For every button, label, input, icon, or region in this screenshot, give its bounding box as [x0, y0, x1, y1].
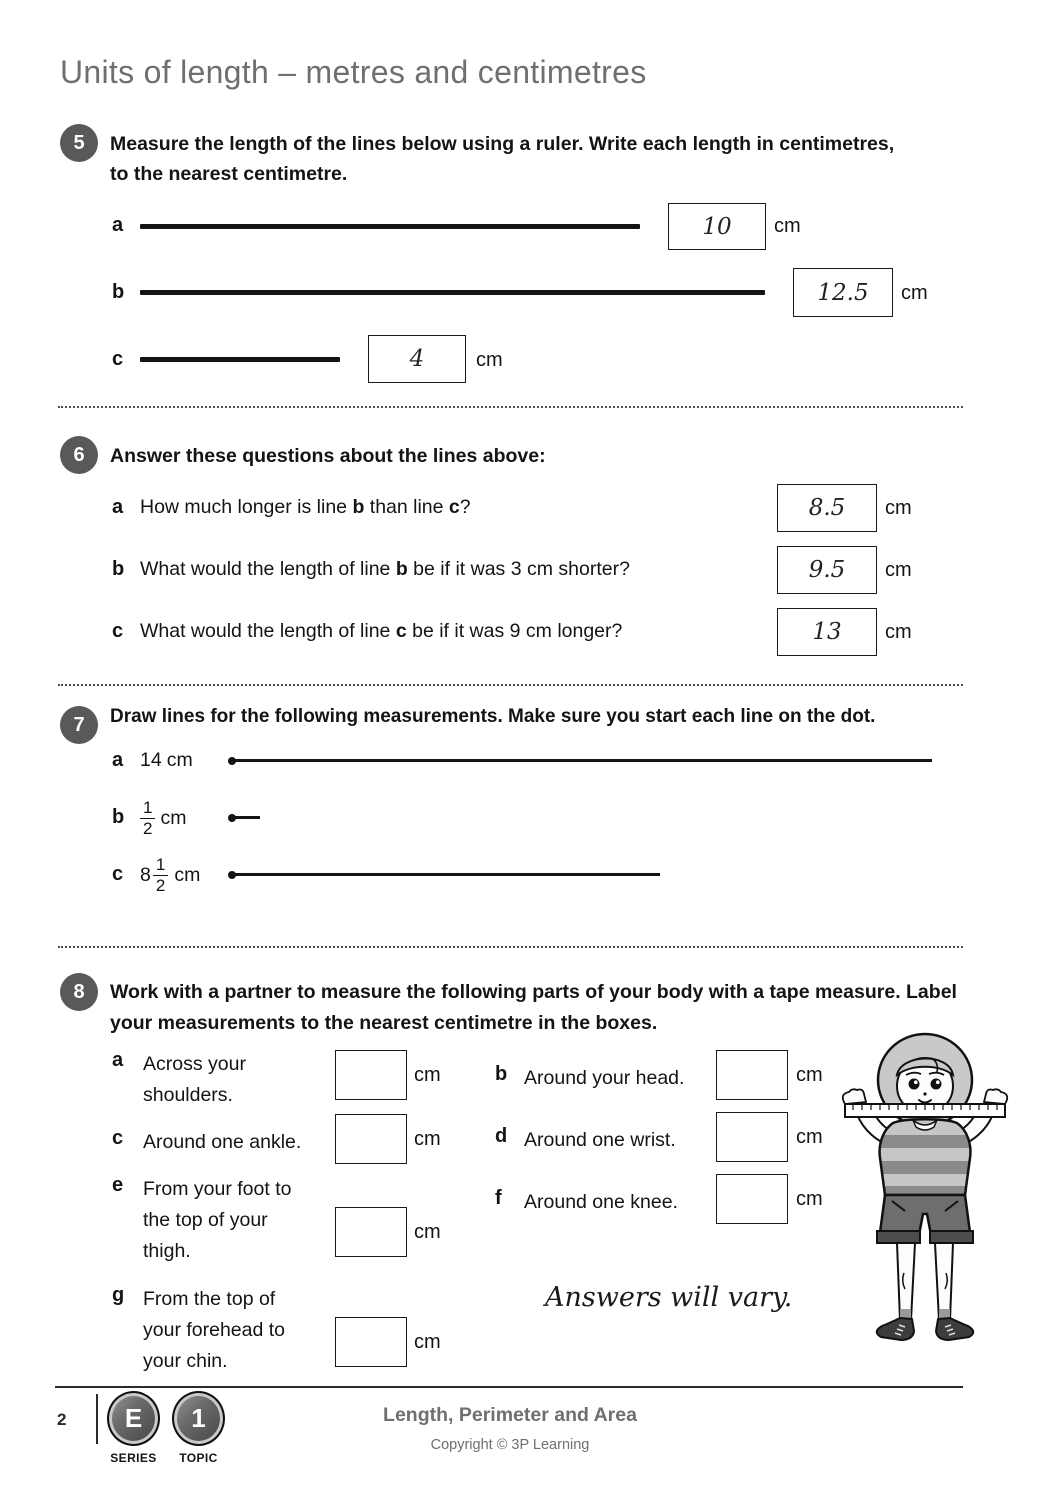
- q8-unit-f: cm: [796, 1188, 823, 1210]
- q7-start-dot-a: [228, 757, 236, 765]
- footer-title: Length, Perimeter and Area: [383, 1404, 637, 1426]
- q7-b-fraction-denominator: 2: [143, 818, 153, 838]
- question-5-badge: 5: [60, 124, 98, 162]
- q8-answer-box-d[interactable]: [716, 1112, 788, 1162]
- q6-answer-c: 13: [812, 619, 842, 645]
- q6-unit-b: cm: [885, 559, 912, 581]
- section-separator-1: [58, 406, 963, 408]
- q5-answer-a: 10: [702, 213, 732, 240]
- q5-answer-box-b[interactable]: [793, 268, 893, 317]
- q7-start-dot-c: [228, 871, 236, 879]
- q7-drawn-line-a[interactable]: [232, 759, 932, 762]
- q6-unit-a: cm: [885, 497, 912, 519]
- q8-unit-d: cm: [796, 1126, 823, 1148]
- q8-item-d-text: Around one wrist.: [524, 1129, 676, 1151]
- q8-item-a-text: Across your shoulders.: [143, 1053, 246, 1106]
- q8-item-b-text: Around your head.: [524, 1067, 685, 1089]
- q7-measurement-c: [140, 850, 200, 900]
- q8-item-f-text: Around one knee.: [524, 1191, 678, 1213]
- q5-unit-a: cm: [774, 215, 801, 237]
- q5-answer-box-c[interactable]: [368, 335, 466, 383]
- q8-unit-b: cm: [796, 1064, 823, 1086]
- section-separator-2: [58, 684, 963, 686]
- q8-item-b-letter: b: [495, 1063, 508, 1085]
- q7-a-unit: cm: [166, 749, 193, 771]
- q5-line-a: [140, 224, 640, 229]
- q8-answer-box-c[interactable]: [335, 1114, 407, 1164]
- question-7-heading: Draw lines for the following measurements. Make sure you start each line on the dot.: [110, 706, 876, 727]
- topic-label: TOPIC: [179, 1451, 218, 1465]
- q7-c-fraction-numerator: 1: [153, 855, 168, 875]
- q6-a-text2: than line: [364, 496, 449, 518]
- q6-answer-a: 8.5: [808, 495, 846, 521]
- q5-row-b-letter: b: [112, 281, 125, 303]
- q7-row-a-letter: a: [112, 749, 124, 771]
- q5-row-a-letter: a: [112, 214, 124, 236]
- q5-unit-b: cm: [901, 282, 928, 304]
- q7-drawn-line-b[interactable]: [232, 816, 260, 819]
- q8-unit-g: cm: [414, 1331, 441, 1353]
- question-8-heading: Work with a partner to measure the following parts of your body with a tape measure. Label your measurements to the nearest centimetre in the boxes.: [110, 981, 957, 1034]
- page-number: 2: [57, 1410, 67, 1429]
- girl-with-tape-measure-illustration: [835, 1028, 1015, 1358]
- q6-c-text: What would the length of line: [140, 620, 396, 642]
- q6-c-bold1: c: [395, 620, 407, 642]
- q8-item-g-text: From the top of your forehead to your chin.: [143, 1288, 286, 1372]
- question-8-badge: 8: [60, 973, 98, 1011]
- q6-question-b: [140, 558, 760, 581]
- q5-answer-b: 12.5: [817, 279, 869, 306]
- q7-b-fraction-numerator: 1: [140, 798, 155, 818]
- q6-b-bold1: b: [395, 558, 408, 580]
- q6-question-c: [140, 620, 760, 643]
- q6-unit-c: cm: [885, 621, 912, 643]
- q7-measurement-b: [140, 793, 186, 843]
- q8-item-c-letter: c: [112, 1127, 124, 1149]
- q8-answer-box-e[interactable]: [335, 1207, 407, 1257]
- q7-b-unit: cm: [160, 806, 187, 829]
- answers-will-vary-note: Answers will vary.: [545, 1282, 793, 1313]
- series-label: SERIES: [110, 1451, 157, 1465]
- q6-a-bold1: b: [352, 496, 365, 518]
- q8-item-f-letter: f: [495, 1187, 502, 1209]
- q8-item-g-letter: g: [112, 1284, 125, 1306]
- q5-answer-c: 4: [409, 346, 425, 372]
- q5-row-c-letter: c: [112, 348, 124, 370]
- footer-copyright: Copyright © 3P Learning: [430, 1437, 590, 1453]
- q8-answer-box-b[interactable]: [716, 1050, 788, 1100]
- q8-answer-box-f[interactable]: [716, 1174, 788, 1224]
- q7-c-whole: 8: [140, 863, 151, 886]
- question-6-badge: 6: [60, 436, 98, 474]
- q6-row-a-letter: a: [112, 496, 124, 518]
- q5-unit-c: cm: [476, 349, 503, 371]
- q6-a-bold2: c: [448, 496, 460, 518]
- question-6-heading: Answer these questions about the lines above:: [110, 445, 546, 467]
- q6-row-c-letter: c: [112, 620, 124, 642]
- q6-answer-box-c[interactable]: [777, 608, 877, 656]
- q8-item-e-text: From your foot to the top of your thigh.: [143, 1178, 292, 1262]
- q6-answer-box-b[interactable]: [777, 546, 877, 594]
- series-badge: [107, 1391, 160, 1446]
- q8-item-d-letter: d: [495, 1125, 508, 1147]
- q8-answer-box-g[interactable]: [335, 1317, 407, 1367]
- q8-item-c-text: Around one ankle.: [143, 1131, 302, 1153]
- q7-start-dot-b: [228, 814, 236, 822]
- topic-badge-value: 1: [191, 1403, 206, 1433]
- q7-drawn-line-c[interactable]: [232, 873, 660, 876]
- q8-unit-c: cm: [414, 1128, 441, 1150]
- q5-line-c: [140, 357, 340, 362]
- footer-rule: [55, 1386, 963, 1388]
- page-title: Units of length – metres and centimetres: [60, 54, 647, 90]
- q6-answer-b: 9.5: [808, 557, 846, 583]
- q8-unit-a: cm: [414, 1064, 441, 1086]
- q6-answer-box-a[interactable]: [777, 484, 877, 532]
- series-badge-value: E: [124, 1403, 143, 1433]
- girl-illustration-svg: [835, 1028, 1015, 1358]
- q6-a-text: How much longer is line: [140, 496, 353, 518]
- q6-row-b-letter: b: [112, 558, 125, 580]
- question-7-badge: 7: [60, 706, 98, 744]
- q7-row-b-letter: b: [112, 806, 125, 828]
- q7-c-fraction-denominator: 2: [155, 875, 166, 895]
- q7-row-c-letter: c: [112, 863, 124, 885]
- q6-b-text: What would the length of line: [140, 558, 396, 580]
- q8-unit-e: cm: [414, 1221, 441, 1243]
- q6-question-a: [140, 496, 740, 519]
- footer-divider: [96, 1394, 98, 1444]
- q7-c-fraction: [153, 855, 168, 894]
- q7-b-fraction: [140, 798, 155, 837]
- topic-badge: [172, 1391, 225, 1446]
- q8-item-e-letter: e: [112, 1174, 124, 1196]
- question-5-prompt: Measure the length of the lines below using a ruler. Write each length in centimetres, to the nearest centimetre.: [110, 133, 895, 185]
- q5-line-b: [140, 290, 765, 295]
- q7-measurement-a: [140, 749, 193, 772]
- q7-a-value: 14: [140, 749, 162, 771]
- q8-item-a-letter: a: [112, 1049, 124, 1071]
- q7-c-unit: cm: [174, 863, 201, 886]
- q6-c-text2: be if it was 9 cm longer?: [406, 620, 623, 642]
- section-separator-3: [58, 946, 963, 948]
- q6-a-text3: ?: [459, 496, 471, 518]
- q5-answer-box-a[interactable]: [668, 203, 766, 250]
- q8-answer-box-a[interactable]: [335, 1050, 407, 1100]
- q6-b-text2: be if it was 3 cm shorter?: [407, 558, 630, 580]
